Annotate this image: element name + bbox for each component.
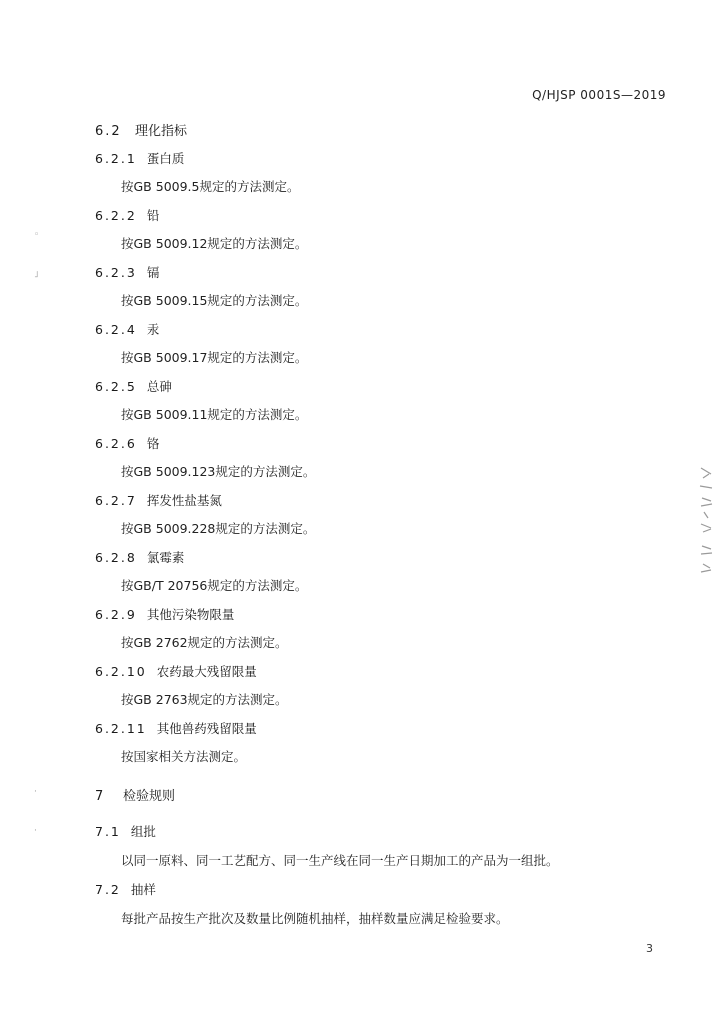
clause-title: 铬 xyxy=(146,436,160,451)
clause-text: 按GB 5009.228规定的方法测定。 xyxy=(121,521,316,536)
clause-number: 6.2.6 xyxy=(95,436,137,451)
scan-mark: · xyxy=(34,826,37,836)
clause-number: 6.2.7 xyxy=(95,493,137,508)
section-title: 检验规则 xyxy=(123,789,176,804)
clause-text: 以同一原料、同一工艺配方、同一生产线在同一生产日期加工的产品为一组批。 xyxy=(121,853,559,868)
clause-number: 6.2.2 xyxy=(95,208,137,223)
clause-number: 6.2.11 xyxy=(95,721,147,736)
clause-title: 组批 xyxy=(130,824,156,839)
binding-stamp-mark xyxy=(695,460,719,580)
clause-heading xyxy=(95,719,257,737)
clause-text: 按GB 2763规定的方法测定。 xyxy=(121,692,288,707)
clause-number: 6.2.1 xyxy=(95,151,137,166)
clause-number: 6.2.8 xyxy=(95,550,137,565)
clause-title: 总砷 xyxy=(146,379,172,394)
clause-heading xyxy=(95,491,222,509)
clause-text: 按GB 5009.15规定的方法测定。 xyxy=(121,293,308,308)
clause-title: 汞 xyxy=(146,322,160,337)
clause-text: 按GB 5009.12规定的方法测定。 xyxy=(121,236,308,251)
clause-title: 铅 xyxy=(146,208,160,223)
section-title: 理化指标 xyxy=(135,124,188,139)
clause-title: 蛋白质 xyxy=(146,151,185,166)
clause-number: 7.2 xyxy=(95,882,121,897)
clause-title: 其他兽药残留限量 xyxy=(156,721,257,736)
section-number: 7 xyxy=(95,789,106,804)
scan-mark: ˩ xyxy=(34,270,39,280)
clause-text: 按国家相关方法测定。 xyxy=(121,749,247,764)
clause-heading xyxy=(95,662,257,680)
clause-title: 氯霉素 xyxy=(146,550,185,565)
clause-text: 按GB 5009.123规定的方法测定。 xyxy=(121,464,316,479)
clause-number: 6.2.4 xyxy=(95,322,137,337)
clause-number: 6.2.5 xyxy=(95,379,137,394)
clause-heading xyxy=(95,434,159,452)
clause-text: 按GB 5009.17规定的方法测定。 xyxy=(121,350,308,365)
clause-heading xyxy=(95,263,159,281)
clause-text: 每批产品按生产批次及数量比例随机抽样，抽样数量应满足检验要求。 xyxy=(121,911,509,926)
clause-title: 抽样 xyxy=(130,882,156,897)
clause-text: 按GB 5009.5规定的方法测定。 xyxy=(121,179,300,194)
clause-text: 按GB/T 20756规定的方法测定。 xyxy=(121,578,308,593)
clause-number: 6.2.10 xyxy=(95,664,147,679)
clause-heading xyxy=(95,377,172,395)
clause-number: 6.2.9 xyxy=(95,607,137,622)
document-header-code: Q/HJSP 0001S—2019 xyxy=(532,88,666,102)
clause-heading xyxy=(95,880,156,898)
clause-text: 按GB 2762规定的方法测定。 xyxy=(121,635,288,650)
clause-title: 镉 xyxy=(146,265,160,280)
scan-mark: ◦ xyxy=(34,230,40,240)
clause-text: 按GB 5009.11规定的方法测定。 xyxy=(121,407,308,422)
section-6-2-heading xyxy=(95,120,187,139)
clause-title: 挥发性盐基氮 xyxy=(146,493,222,508)
clause-heading xyxy=(95,149,184,167)
clause-number: 6.2.3 xyxy=(95,265,137,280)
page-number: 3 xyxy=(646,942,653,955)
scan-mark: · xyxy=(34,787,37,797)
clause-title: 其他污染物限量 xyxy=(146,607,235,622)
section-7-heading xyxy=(95,785,175,804)
clause-heading xyxy=(95,605,234,623)
clause-heading xyxy=(95,206,159,224)
clause-title: 农药最大残留限量 xyxy=(156,664,257,679)
section-number: 6.2 xyxy=(95,124,122,139)
clause-heading xyxy=(95,320,159,338)
clause-heading xyxy=(95,822,156,840)
clause-heading xyxy=(95,548,184,566)
clause-number: 7.1 xyxy=(95,824,121,839)
